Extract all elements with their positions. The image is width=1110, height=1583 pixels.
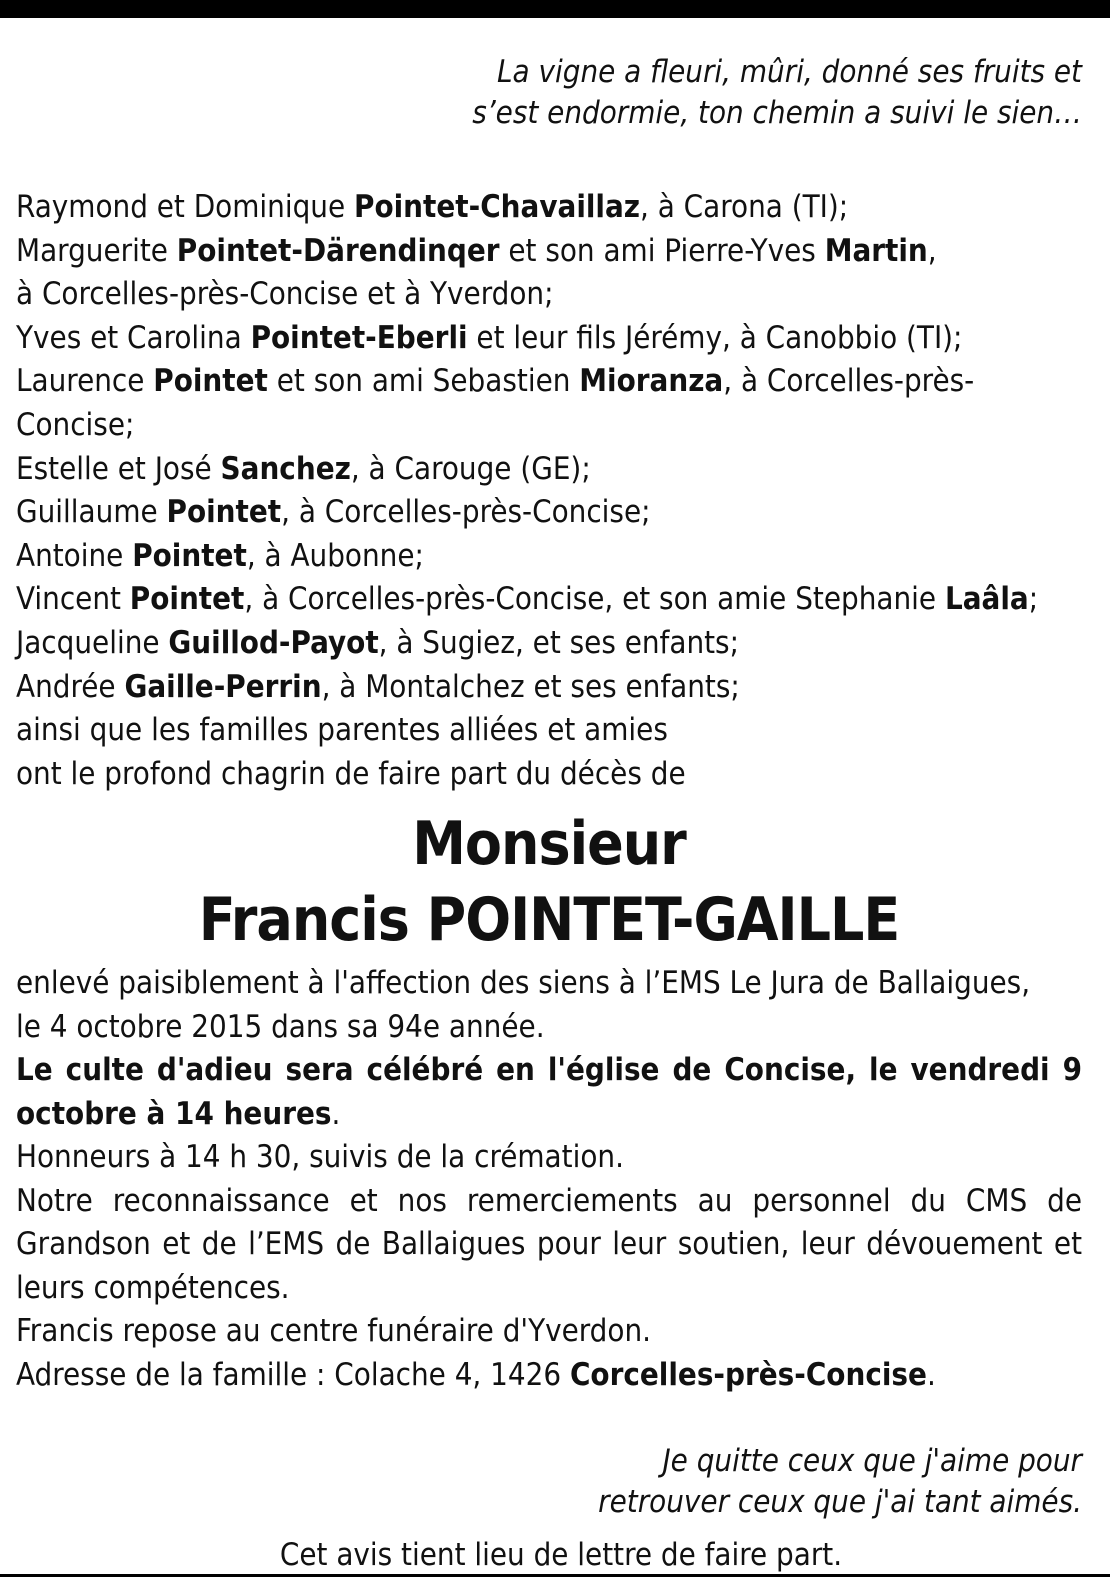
honours-line: Honneurs à 14 h 30, suivis de la crémation.: [16, 1139, 624, 1176]
epigraph-line-2: s’est endormie, ton chemin a suivi le sien…: [472, 95, 1082, 131]
family-mourners-list: [16, 186, 1082, 796]
family-surname: Pointet: [129, 581, 245, 618]
family-surname: Pointet-Därendinqer: [176, 232, 500, 269]
family-surname: Pointet: [132, 537, 247, 574]
family-surname: Mioranza: [579, 363, 724, 400]
family-line: à Corcelles-près-Concise et à Yverdon;: [16, 276, 554, 313]
family-address-line: Adresse de la famille : Colache 4, 1426 Corcelles-près-Concise.: [16, 1356, 936, 1393]
passing-line: enlevé paisiblement à l'affection des siens à l’EMS Le Jura de Ballaigues,: [16, 965, 1031, 1002]
deceased-full-name: Francis POINTET-GAILLE: [198, 885, 900, 956]
family-surname: Guillod-Payot: [168, 624, 379, 661]
family-line: Guillaume Pointet, à Corcelles-près-Concise;: [16, 494, 651, 531]
funeral-service-info: Le culte d'adieu sera célébré en l'église de Concise, le vendredi 9 octobre à 14 heures.: [16, 1052, 1082, 1132]
family-surname: Pointet: [166, 494, 282, 531]
family-surname: Pointet-Eberli: [250, 319, 468, 356]
address-place: Corcelles-près-Concise: [569, 1356, 927, 1393]
notice-body: [16, 962, 1082, 1397]
family-surname: Martin: [824, 232, 928, 269]
thanks-paragraph: Notre reconnaissance et nos remerciements au personnel du CMS de Grandson et de l’EMS de Ballaigues pour leur soutien, leur dévouement et leurs compétences.: [16, 1182, 1082, 1306]
family-surname: Pointet-Chavaillaz: [354, 189, 641, 225]
family-surname: Laâla: [944, 581, 1029, 618]
family-line: ainsi que les familles parentes alliées et amies: [16, 712, 668, 749]
closing-quote: [16, 1441, 1082, 1523]
family-line: Jacqueline Guillod-Payot, à Sugiez, et ses enfants;: [16, 624, 739, 661]
opening-epigraph: [16, 52, 1082, 134]
family-line: Antoine Pointet, à Aubonne;: [16, 537, 424, 574]
family-surname: Pointet: [153, 363, 268, 400]
family-line: Laurence Pointet et son ami Sebastien Mioranza, à Corcelles-près-: [16, 363, 975, 400]
deceased-honorific: Monsieur: [412, 809, 686, 880]
epigraph-line-1: La vigne a fleuri, mûri, donné ses fruits et: [497, 54, 1082, 90]
family-line: Raymond et Dominique Pointet-Chavaillaz, à Carona (TI);: [16, 189, 849, 225]
closing-line-2: retrouver ceux que j'ai tant aimés.: [598, 1484, 1082, 1521]
family-line: Andrée Gaille-Perrin, à Montalchez et ses enfants;: [16, 668, 740, 705]
top-border-bar: [0, 0, 1110, 18]
family-surname: Sanchez: [220, 450, 351, 487]
family-line: Concise;: [16, 406, 135, 443]
bottom-border-rule: [0, 1574, 1110, 1577]
closing-line-1: Je quitte ceux que j'aime pour: [662, 1443, 1082, 1480]
family-line: Marguerite Pointet-Därendinqer et son ami Pierre-Yves Martin,: [16, 232, 937, 269]
family-line: ont le profond chagrin de faire part du décès de: [16, 755, 686, 792]
family-line: Vincent Pointet, à Corcelles-près-Concise, et son amie Stephanie Laâla;: [16, 581, 1039, 618]
passing-date-line: le 4 octobre 2015 dans sa 94e année.: [16, 1008, 545, 1045]
rest-location-line: Francis repose au centre funéraire d'Yverdon.: [16, 1313, 651, 1350]
family-line: Estelle et José Sanchez, à Carouge (GE);: [16, 450, 591, 487]
family-line: Yves et Carolina Pointet-Eberli et leur fils Jérémy, à Canobbio (TI);: [16, 319, 963, 356]
deceased-name-heading: [16, 806, 1082, 958]
footer-note: Cet avis tient lieu de lettre de faire part.: [279, 1537, 843, 1574]
obituary-notice: [16, 52, 1082, 1575]
family-surname: Gaille-Perrin: [124, 668, 322, 705]
